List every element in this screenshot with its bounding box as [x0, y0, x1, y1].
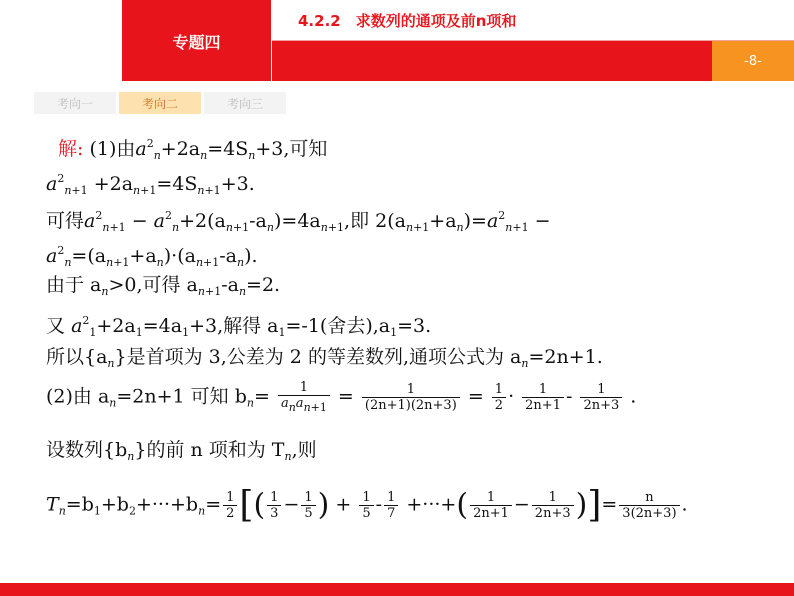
tab-2[interactable]: 考向二 — [119, 92, 201, 114]
text: (2)由 a — [46, 385, 110, 408]
fraction — [267, 490, 281, 521]
fraction: $\frac{1}{a_na_{n+1}}$ — [278, 380, 330, 415]
denominator: 2n+3 — [583, 398, 620, 413]
text: +a — [129, 245, 157, 267]
text: )·(a — [163, 245, 196, 267]
tab-bar — [34, 92, 286, 114]
fraction — [522, 382, 564, 413]
text: +3,可知 — [255, 138, 328, 160]
numerator: 1 — [362, 382, 460, 398]
text: =2n+1. — [528, 346, 603, 368]
text: }是首项为 3,公差为 2 的等差数列,通项公式为 a — [114, 346, 522, 368]
denominator: 5 — [362, 506, 371, 521]
fraction — [362, 382, 460, 413]
text: +3,解得 a — [189, 315, 279, 337]
fraction — [619, 490, 679, 521]
denominator: 2 — [494, 398, 504, 413]
page-title: 4.2.2 求数列的通项及前n项和 — [298, 12, 517, 30]
numerator: 1 — [359, 490, 373, 506]
fraction — [492, 382, 506, 413]
numerator: 1 — [301, 490, 315, 506]
numerator: 1 — [470, 490, 512, 506]
fraction — [580, 382, 622, 413]
text: (1)由 — [89, 138, 136, 160]
numerator: 1 — [580, 382, 622, 398]
text: )= — [463, 210, 487, 232]
denominator: 5 — [304, 506, 313, 521]
text: = — [253, 385, 270, 408]
text: =4a — [142, 315, 183, 337]
page-number: -8- — [712, 41, 794, 81]
solution-line-10: $T_n=b_1+b_2+\cdot\cdot\cdot+b_n=$ $\frac{1}{2}$ [( $\frac{1}{3}$ − $\frac{1}{5}$ ) + $\frac{1}{5}$ - $\frac{1}{7}$ +···+( $\frac{1}{2n+1}$ − $\frac{1}{2n+3}$ )]= $\frac{n}{3(2n+3)}$ . — [46, 484, 688, 526]
text: 可得 — [46, 210, 85, 232]
text: +2a — [160, 138, 201, 160]
numerator: 1 — [522, 382, 564, 398]
denominator: 2n+3 — [534, 506, 571, 521]
text: ,即 2(a — [344, 210, 406, 232]
tab-3[interactable]: 考向三 — [204, 92, 286, 114]
numerator: 1 — [492, 382, 506, 398]
fraction — [301, 490, 315, 521]
fraction — [359, 490, 373, 521]
text: +···+b — [135, 493, 199, 516]
text: =-1(舍去),a — [285, 315, 391, 337]
fraction — [223, 490, 237, 521]
text: 设数列{b — [46, 439, 128, 461]
denominator: 3 — [270, 506, 279, 521]
text: = — [205, 493, 222, 516]
text: a — [46, 173, 58, 195]
solution-line-8: (2)由 $a_n=2n+1$ 可知 $b_n=$ $\frac{1}{a_na_{n+1}}$ = $\frac{1}{(2n+1)(2n+3)}$ = $\frac{1}{2}$ · $\frac{1}{2n+1}$ - $\frac{1}{2n+3}$ . — [46, 380, 637, 414]
text: =3. — [397, 315, 432, 337]
text: 由于 a — [46, 274, 102, 296]
text: -a — [219, 245, 238, 267]
text: 所以{a — [46, 346, 108, 368]
numerator: 1 — [384, 490, 398, 506]
text: ,则 — [291, 439, 317, 461]
solution-line-9: 设数列$\{b_n\}$的前 n 项和为 $T_n$,则 — [46, 439, 317, 463]
fraction — [470, 490, 512, 521]
text: +2a — [93, 173, 134, 195]
text: >0,可得 a — [108, 274, 198, 296]
text: -a — [249, 210, 267, 232]
header-left-blank — [0, 0, 122, 81]
solution-line-4: $a^2_n=(a_{n+1}+a_n)\cdot(a_{n+1}-a_n)$. — [46, 244, 258, 269]
text: ). — [244, 245, 258, 267]
text: =4S — [207, 138, 249, 160]
text: =b — [65, 493, 94, 516]
tab-1[interactable]: 考向一 — [34, 92, 116, 114]
denominator: 2 — [226, 506, 235, 521]
text: +b — [100, 493, 129, 516]
numerator: n — [619, 490, 679, 506]
text: +a — [429, 210, 457, 232]
solution-line-3: 可得$a^2_{n+1} - a^2_n+2(a_{n+1}-a_n)=4a_{n+1}$,即 $2(a_{n+1}+a_n)=a^2_{n+1}$ − — [46, 209, 551, 234]
text: =2. — [246, 274, 281, 296]
fraction — [384, 490, 398, 521]
denominator: 3(2n+3) — [622, 506, 677, 521]
text: T — [46, 493, 59, 516]
solution-line-2: $a^2_{n+1} +2a_{n+1}=4S_{n+1}+3$. — [46, 172, 255, 197]
text: +2a — [96, 315, 136, 337]
text: )=4a — [273, 210, 321, 232]
text: 又 — [46, 315, 66, 337]
solution-line-6: 又 $a^2_1+2a_1=4a_1+3$,解得 $a_1=-1$(舍去)$,a_1=3$. — [46, 314, 432, 339]
footer-bar — [0, 583, 794, 596]
fraction — [532, 490, 574, 521]
solution-line-5: 由于 $a_n>0$,可得 $a_{n+1}-a_n=2$. — [46, 274, 281, 298]
topic-label: 专题四 — [122, 0, 272, 81]
text: =2n+1 可知 b — [116, 385, 247, 408]
denominator: (2n+1)(2n+3) — [364, 398, 457, 413]
denominator: 2n+1 — [525, 398, 561, 413]
text: +3. — [220, 173, 255, 195]
numerator: 1 — [267, 490, 281, 506]
text: =(a — [71, 245, 107, 267]
solution-line-7: 所以$\{a_n\}$是首项为 3,公差为 2 的等差数列,通项公式为 $a_n=2n+1$. — [46, 346, 603, 370]
numerator: 1 — [223, 490, 237, 506]
solution-line-1: 解: (1)由$a^2_n+2a_n=4S_n+3$,可知 — [58, 137, 328, 162]
denominator: 7 — [387, 506, 396, 521]
text: +2(a — [179, 210, 226, 232]
text: =4S — [156, 173, 198, 195]
numerator: 1 — [278, 380, 330, 396]
text: -a — [221, 274, 239, 296]
denominator: 2n+1 — [473, 506, 509, 521]
numerator: 1 — [532, 490, 574, 506]
solution-label: 解: — [58, 138, 84, 160]
text: }的前 n 项和为 T — [134, 439, 285, 461]
